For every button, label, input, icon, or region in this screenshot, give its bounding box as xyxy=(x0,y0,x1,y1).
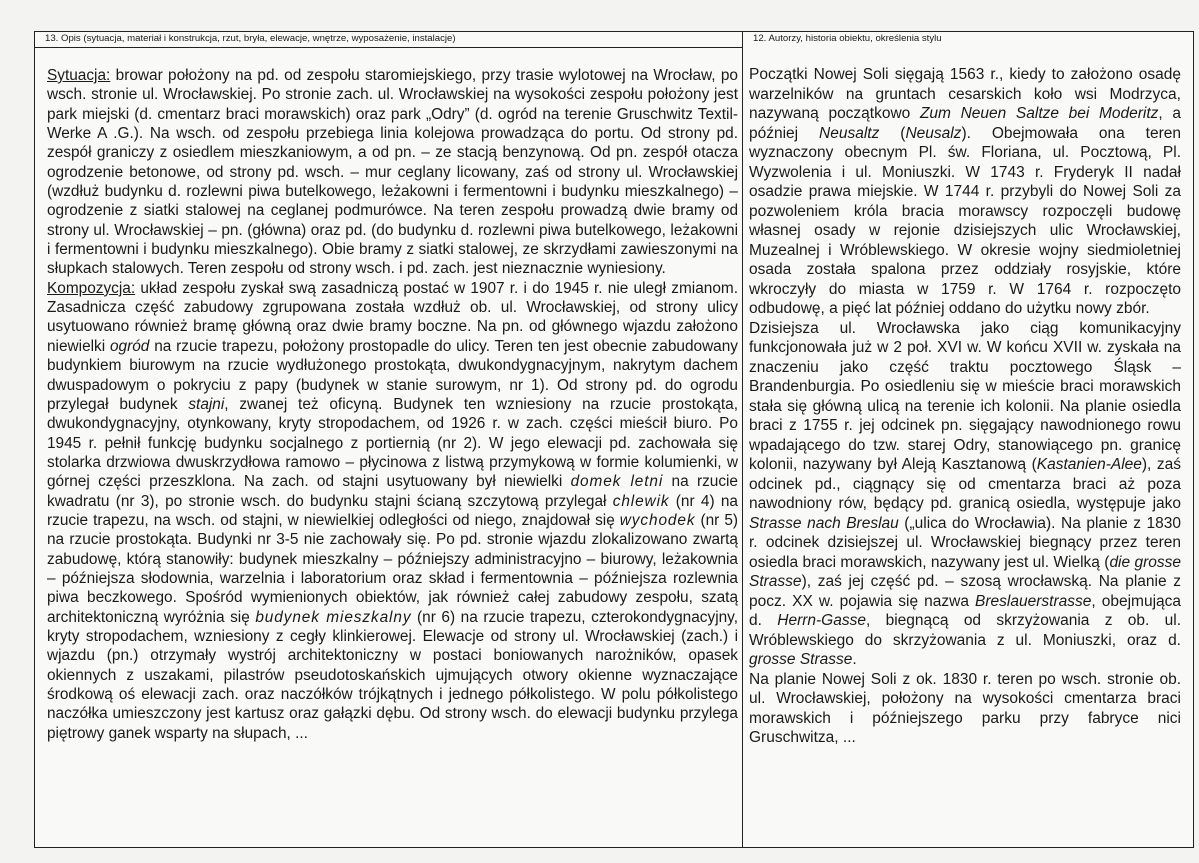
situation-label: Sytuacja: xyxy=(47,67,111,84)
composition-text: (nr 4) na rzucie trapezu, na wsch. od stajni, w niewielkiej odległości od niego, znajdował się xyxy=(47,492,738,529)
pigsty-term: chlewik xyxy=(612,492,670,510)
historic-name: Neusalz xyxy=(905,124,962,142)
form-sheet xyxy=(34,31,1194,848)
history-paragraph-1 xyxy=(749,65,1181,319)
history-paragraph-3: Na planie Nowej Soli z ok. 1830 r. teren po wsch. stronie ob. ul. Wrocławskiej, położony na wysokości cmentarza braci morawskich i późniejszego parku przy fabryce nici Gruschwitza, ... xyxy=(749,670,1181,746)
historic-name: Breslauerstrasse xyxy=(975,592,1092,610)
description-body xyxy=(47,66,738,743)
history-text: ). Obejmowała ona teren wyznaczony obecnym Pl. św. Floriana, ul. Pocztową, Pl. Wyzwolenia i ul. Moniuszki. W 1743 r. Fryderyk II nadał osadzie prawa miejskie. W 1744 r. przybyli do Nowej Soli za pozwoleniem króla bracia morawscy rozpoczęli budowę własnej osady w rejonie dzisiejszych ulic Wrocławskiej, Muzealnej i Wróblewskiego. W okresie wojny siedmioletniej osada została spalona przez oddziały rosyjskie, które wkroczyły do miasta w 1759 r. W 1764 r. rozpoczęto odbudowę, a pięć lat później oddano do użytku nowy zbór. xyxy=(749,124,1181,317)
history-body xyxy=(749,65,1181,748)
history-text: („ulica do Wrocławia). Na planie z 1830 r. odcinek dzisiejszej ul. Wrocławskiej biegnący przez teren osiedla braci morawskich, nazywany jest ul. Wielką ( xyxy=(749,514,1182,571)
history-text: . xyxy=(852,651,857,668)
composition-text: (nr 5) na rzucie prostokąta. Budynki nr 3-5 nie zachowały się. Po pd. stronie wjazdu zlokalizowano zwartą zabudowę, którą stanowiły: budynek mieszkalny – późniejszy administracyjno – biurowy, leżakownia – późniejsza słodownia, warzelnia i laboratorium oraz skład i fermentownia – późniejsza rozlewnia piwa beczkowego. Spośród wymienionych obiektów, jak również całej zabudowy zespołu, szatą architektoniczną wyróżnia się xyxy=(47,511,739,626)
historic-name: Strasse nach Breslau xyxy=(749,514,899,532)
outhouse-term: wychodek xyxy=(619,511,696,529)
history-paragraph-2 xyxy=(749,319,1181,670)
situation-text: browar położony na pd. od zespołu staromiejskiego, przy trasie wylotowej na Wrocław, po wsch. stronie ul. Wrocławskiej. Po stronie zach. ul. Wrocławskiej na wysokości zespołu położony jest park miejski (d. cmentarz braci morawskich) oraz park „Odry” (d. ogród na terenie Gruschwitz Textil-Werke A .G.). Na wsch. od zespołu przebiega linia kolejowa prowadząca do portu. Od strony pd. zespół graniczy z osiedlem mieszkaniowym, a od pn. – ze stacją benzynową. Od pn. zespół otacza ogrodzenie betonowe, od strony pd. wsch. – mur ceglany licowany, zaś od strony ul. Wrocławskiej (wzdłuż budynku d. rozlewni piwa butelkowego, leżakowni i fermentowni i budynku mieszkalnego) – ogrodzenie z siatki stalowej na ceglanej podmurówce. Na teren zespołu prowadzą dwie bramy od strony ul. Wrocławskiej – pn. (główna) oraz pd. (do budynku d. rozlewni piwa butelkowego, leżakowni i fermentowni i budynku mieszkalnego). Obie bramy z siatki stalowej, ze skrzydłami zawieszonymi na słupkach stalowych. Teren zespołu od strony wsch. i pd. zach. jest nieznacznie wyniesiony. xyxy=(47,67,738,278)
historic-name: Kastanien-Alee xyxy=(1036,456,1142,473)
history-text: , biegnącą od skrzyżowania z ob. ul. Wróblewskiego do skrzyżowania z ul. Moniuszki, oraz d. xyxy=(749,612,1182,649)
historic-name: die grosse Strasse xyxy=(749,553,1182,590)
history-text: ( xyxy=(879,124,906,142)
historic-name: Herrn-Gasse xyxy=(777,612,866,629)
residential-building-term: budynek mieszkalny xyxy=(255,608,412,626)
historic-name: grosse Strasse xyxy=(749,651,853,668)
composition-label: Kompozycja: xyxy=(47,279,136,297)
history-text: , obejmująca d. xyxy=(749,592,1182,629)
composition-paragraph xyxy=(47,279,738,743)
historic-name: Zum Neuen Saltze bei Moderitz xyxy=(919,105,1159,122)
composition-text: na rzucie trapezu, położony prostopadle do ulicy. Teren ten jest obecnie zabudowany budynkiem biurowym na rzucie wydłużonego prostokąta, dwukondygnacyjnym, nakrytym dachem dwuspadowym o pokryciu z papy (budynek w stanie surowym, nr 1). Od strony pd. do ogrodu przylegał budynek xyxy=(47,337,738,413)
history-column xyxy=(743,32,1193,847)
history-text: ), zaś odcinek pd., ciągnący się od cmentarza braci aż poza nawodniony rów, będący pd. granicą osiedla, występuje jako xyxy=(749,456,1181,512)
composition-text: na rzucie kwadratu (nr 3), po stronie wsch. do budynku stajni ścianą szczytową przylegał xyxy=(47,473,738,510)
history-text: ), zaś jej część pd. – szosą wrocławską. Na planie z pocz. XX w. pojawia się nazwa xyxy=(749,573,1181,610)
history-text: , a później xyxy=(749,105,1181,142)
stable-term: stajni xyxy=(188,395,225,413)
history-text: Początki Nowej Soli sięgają 1563 r., kiedy to założono osadę warzelników na gruntach cesarskich koło wsi Modrzyca, nazywaną początkowo xyxy=(749,66,1181,122)
history-header: 12. Autorzy, historia obiektu, określenia stylu xyxy=(753,33,942,44)
composition-text: układ zespołu zyskał swą zasadniczą postać w 1907 r. i do 1945 r. nie uległ zmianom. Zasadnicza część zabudowy zgrupowana została wzdłuż ob. ul. Wrocławskiej, od strony ulicy usytuowano również bramę główną oraz dwie bramy boczne. Na pn. od głównego wjazdu założono niewielki xyxy=(47,279,738,355)
history-text: Dzisiejsza ul. Wrocławska jako ciąg komunikacyjny funkcjonowała już w 2 poł. XVI w. W końcu XVII w. zyskała na znaczeniu jako część traktu pocztowego Śląsk – Brandenburgia. Po osiedleniu się w mieście braci morawskich stała się główną ulicą na terenie ich kolonii. Na planie osiedla braci z 1755 r. jej odcinek pn. sięgający nawodnionego rowu wpadającego do tzw. starej Odry, stanowiącego pn. granicę kolonii, nazywany był Aleją Kasztanową ( xyxy=(749,319,1181,473)
situation-paragraph xyxy=(47,66,738,279)
composition-text: , zwanej też oficyną. Budynek ten wzniesiony na rzucie prostokąta, dwukondygnacyjny, otynkowany, kryty stropodachem, od 1926 r. w zach. części mieścił biuro. Po 1945 r. pełnił funkcję budynku socjalnego z portiernią (nr 2). W jego elewacji pd. zachowała się stolarka drzwiowa dwuskrzydłowa ramowo – płycinowa z listwą przymykową w formie kolumienki, w górnej części przeszklona. Na zach. od stajni usytuowany był niewielki xyxy=(47,395,738,491)
description-header: 13. Opis (sytuacja, materiał i konstrukcja, rzut, bryła, elewacje, wnętrze, wyposażenie, instalacje) xyxy=(35,32,742,48)
description-column xyxy=(35,32,743,847)
composition-text: (nr 6) na rzucie trapezu, czterokondygnacyjny, kryty stropodachem, wzniesiony z cegły klinkierowej. Elewacje od strony ul. Wrocławskiej (zach.) i wjazdu (pn.) otrzymały wystrój architektoniczny w postaci boniowanych narożników, opasek okiennych z uszakami, pilastrów pseudotoskańskich ujmujących otwory okienne wyznaczające środkową oś elewacji zach. oraz naczółków trójkątnych i jednego półkolistego. W polu półkolistego naczółka umieszczony jest kartusz oraz gałązki dębu. Od strony wsch. do elewacji budynku przylega piętrowy ganek wsparty na słupach, ... xyxy=(47,608,739,742)
historic-name: Neusaltz xyxy=(819,124,880,142)
summer-house-term: domek letni xyxy=(570,473,664,491)
garden-term: ogród xyxy=(110,337,150,355)
